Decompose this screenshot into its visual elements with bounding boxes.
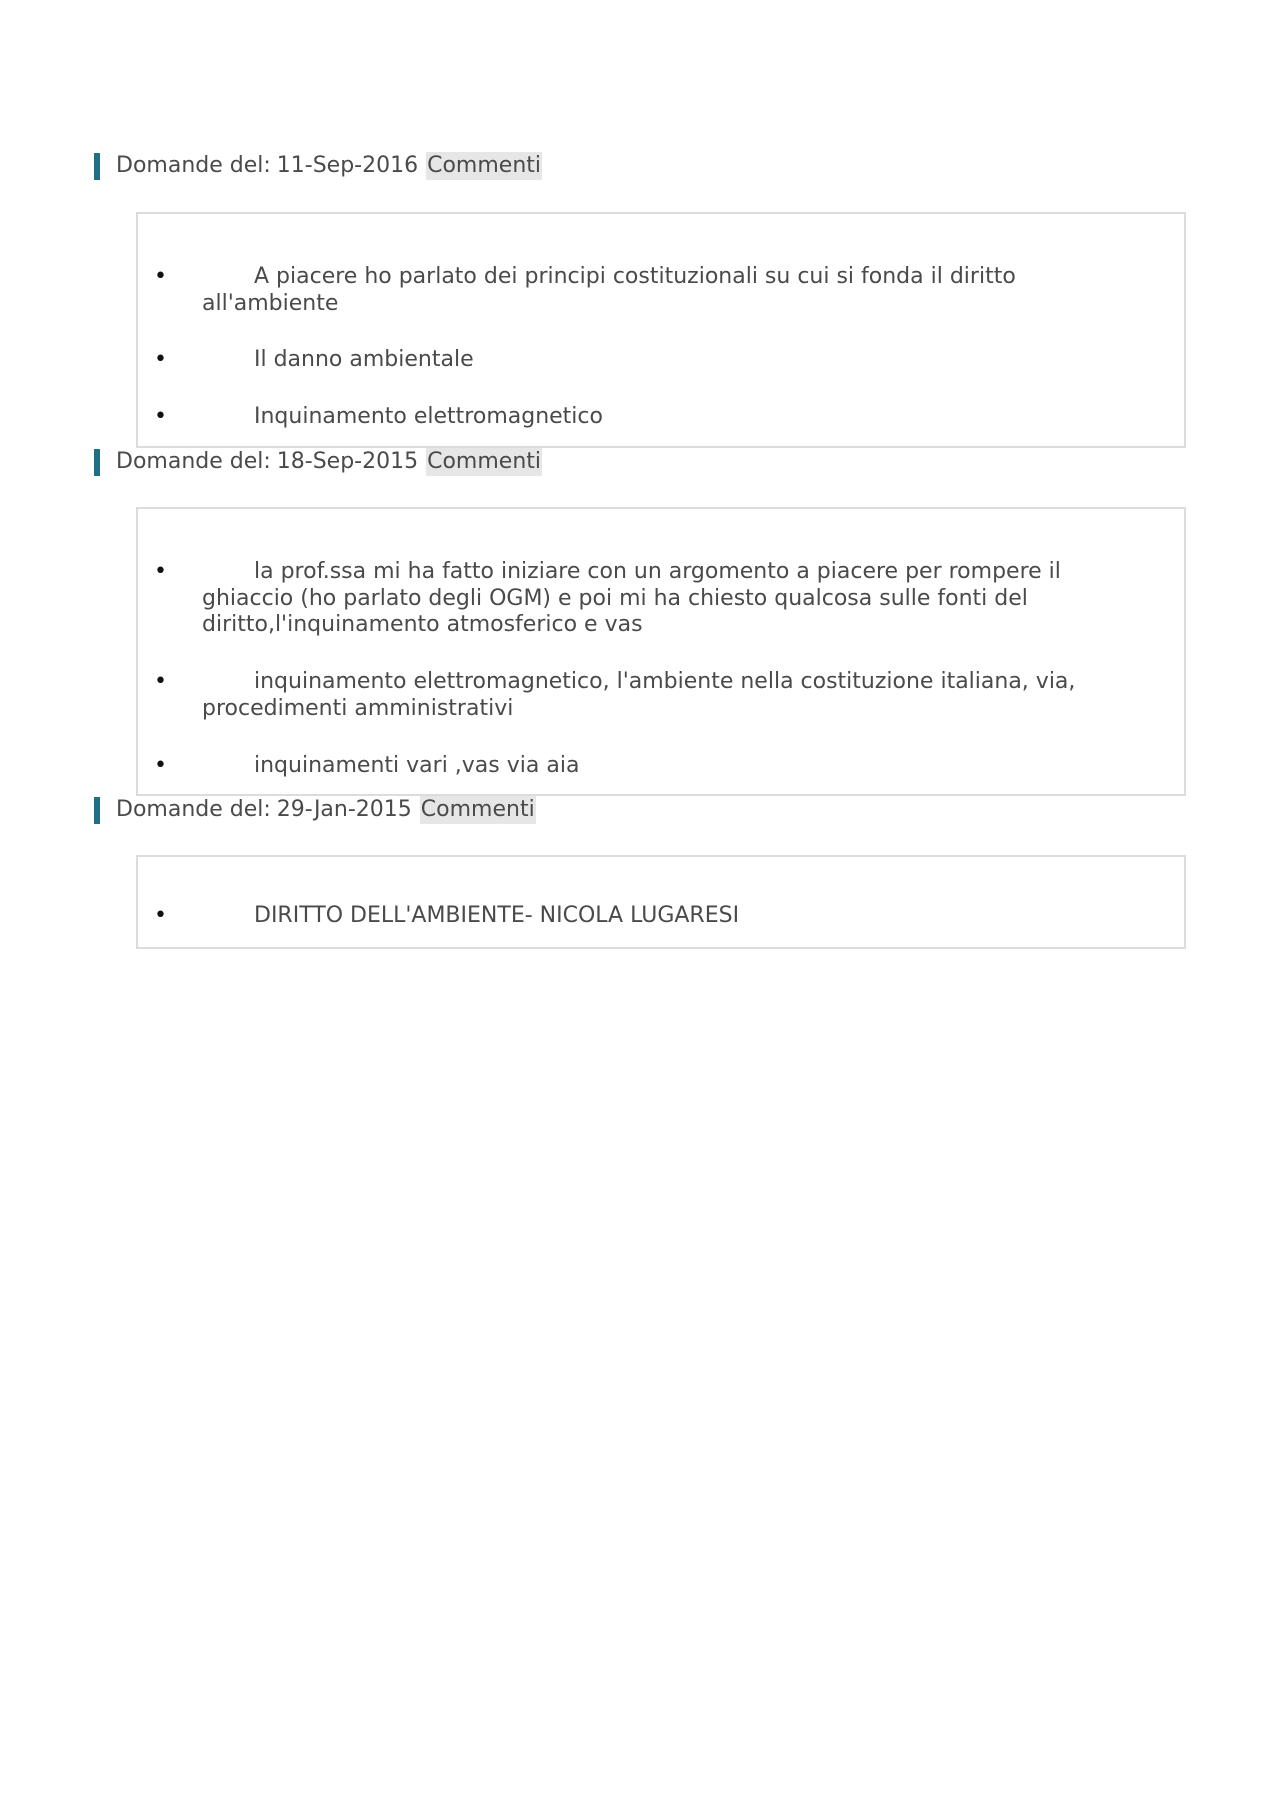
comments-link[interactable]: Commenti (420, 797, 535, 822)
question-text: la prof.ssa mi ha fatto iniziare con un argomento a piacere per rompere il ghiaccio (ho parlato degli OGM) e poi mi ha chiesto qualcosa sulle fonti del diritto,l'inquinamento atmosferico e vas (202, 559, 1061, 637)
section-header-1 (94, 152, 542, 180)
questions-box-3 (136, 855, 1186, 949)
bullet-icon: • (154, 903, 167, 928)
accent-bar (94, 449, 100, 476)
question-text: inquinamento elettromagnetico, l'ambiente nella costituzione italiana, via, procedimenti amministrativi (202, 669, 1076, 721)
question-text: A piacere ho parlato dei principi costituzionali su cui si fonda il diritto all'ambiente (202, 264, 1016, 316)
comments-link[interactable]: Commenti (427, 449, 542, 474)
question-text: Inquinamento elettromagnetico (254, 404, 603, 429)
list-item (154, 669, 1132, 722)
section-header-2 (94, 448, 542, 476)
question-text: DIRITTO DELL'AMBIENTE- NICOLA LUGARESI (254, 903, 740, 928)
list-item (154, 404, 1132, 431)
bullet-icon: • (154, 347, 167, 372)
list-item (154, 559, 1132, 639)
section-label: Domande del: (116, 449, 271, 474)
accent-bar (94, 153, 100, 180)
section-date: 18-Sep-2015 (276, 449, 419, 474)
list-item (154, 753, 1132, 780)
bullet-icon: • (154, 669, 167, 694)
list-item (154, 347, 1132, 374)
question-text: inquinamenti vari ,vas via aia (254, 753, 580, 778)
questions-box-2 (136, 507, 1186, 796)
bullet-icon: • (154, 559, 167, 584)
question-text: Il danno ambientale (254, 347, 474, 372)
bullet-icon: • (154, 753, 167, 778)
questions-box-1 (136, 212, 1186, 448)
comments-link[interactable]: Commenti (427, 153, 542, 178)
bullet-icon: • (154, 404, 167, 429)
section-label: Domande del: (116, 797, 271, 822)
accent-bar (94, 797, 100, 824)
section-label: Domande del: (116, 153, 271, 178)
section-header-3 (94, 796, 536, 824)
section-date: 29-Jan-2015 (276, 797, 412, 822)
list-item (154, 903, 1132, 930)
list-item (154, 264, 1132, 317)
section-date: 11-Sep-2016 (276, 153, 419, 178)
bullet-icon: • (154, 264, 167, 289)
